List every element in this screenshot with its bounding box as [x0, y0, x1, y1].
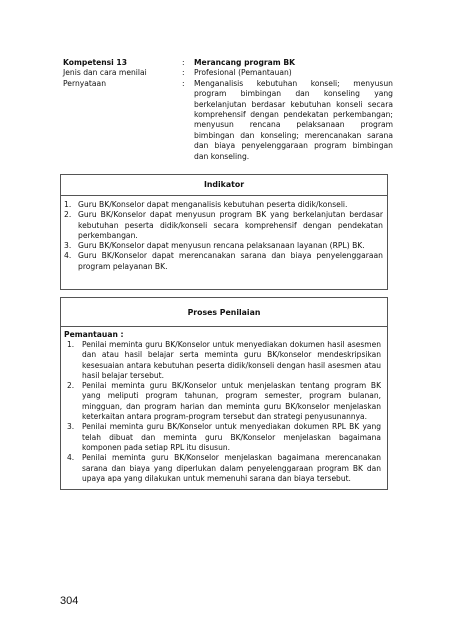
proses-title: Proses Penilaian	[61, 298, 387, 327]
item-number: 4.	[64, 251, 72, 261]
kompetensi-label: Kompetensi 13	[63, 58, 127, 67]
pernyataan-value: Menganalisis kebutuhan konseli; menyusun program bimbingan dan konseling yang berkelanjutan berdasar kebutuhan konseli secara komprehensif dengan pendekatan perkembangan; menyusun rencana pelaksanaan program bimbingan dan konseling; merencanakan sarana dan biaya penyelenggaraan program bimbingan dan konseling.	[194, 78, 393, 161]
header-row-pernyataan	[63, 79, 393, 162]
proses-list	[61, 340, 387, 484]
jenis-label: Jenis dan cara menilai	[63, 68, 147, 78]
pernyataan-label: Pernyataan	[63, 78, 107, 88]
header-row-kompetensi	[63, 58, 393, 68]
item-number: 2.	[67, 381, 75, 391]
page-number: 304	[60, 595, 79, 607]
list-item	[64, 200, 383, 210]
list-item	[67, 381, 381, 422]
item-text: Guru BK/Konselor dapat menyusun program BK yang berkelanjutan berdasar kebutuhan peserta didik/konseli secara komprehensif dengan pendekatan perkembangan.	[78, 210, 383, 240]
indikator-title: Indikator	[61, 175, 387, 196]
colon: :	[182, 58, 185, 67]
item-number: 2.	[64, 210, 72, 220]
list-item	[67, 340, 381, 381]
header-row-jenis	[63, 68, 393, 78]
list-item	[67, 453, 381, 484]
item-text: Guru BK/Konselor dapat menyusun rencana pelaksanaan layanan (RPL) BK.	[78, 241, 365, 251]
item-number: 1.	[67, 340, 75, 349]
item-text: Penilai meminta guru BK/Konselor menjelaskan bagaimana merencanakan sarana dan biaya yang diperlukan dalam penyelenggaraan program BK dan upaya apa yang dilakukan untuk memenuhi sarana dan biaya tersebut.	[82, 453, 381, 483]
kompetensi-value: Merancang program BK	[194, 58, 296, 67]
item-text: Guru BK/Konselor dapat menganalisis kebutuhan peserta didik/konseli.	[78, 200, 348, 209]
item-text: Penilai meminta guru BK/Konselor untuk menjelaskan tentang program BK yang meliputi program tahunan, program semester, program bulanan, mingguan, dan program harian dan meminta guru BK/konselor menjelaskan keterkaitan antara program-program tersebut dan strategi penyusunannya.	[82, 381, 381, 422]
item-number: 3.	[64, 241, 72, 251]
list-item	[67, 422, 381, 453]
list-item	[64, 241, 383, 251]
pemantauan-subtitle: Pemantauan :	[64, 330, 124, 339]
jenis-value: Profesional (Pemantauan)	[194, 68, 292, 78]
indikator-box	[60, 174, 388, 290]
item-number: 4.	[67, 453, 75, 463]
item-text: Guru BK/Konselor dapat merencanakan sarana dan biaya penyelenggaraan program pelayanan BK.	[78, 251, 383, 271]
proses-penilaian-box	[60, 297, 388, 490]
list-item	[64, 251, 383, 272]
competency-header	[63, 58, 393, 162]
item-number: 3.	[67, 422, 75, 432]
colon: :	[182, 68, 185, 78]
indikator-list	[61, 196, 387, 272]
list-item	[64, 210, 383, 241]
item-text: Penilai meminta guru BK/Konselor untuk menyediakan dokumen RPL BK yang telah dibuat dan meminta guru BK/Konselor menjelaskan bagaimana komponen pada setiap RPL itu disusun.	[82, 422, 381, 452]
item-number: 1.	[64, 200, 72, 209]
colon: :	[182, 78, 185, 88]
item-text: Penilai meminta guru BK/Konselor untuk menyediakan dokumen hasil asesmen dan atau hasil belajar serta meminta guru BK/konselor mendeskripsikan kesesuaian antara kebutuhan peserta didik/konseli dengan hasil asesmen atau hasil belajar tersebut.	[82, 340, 381, 380]
